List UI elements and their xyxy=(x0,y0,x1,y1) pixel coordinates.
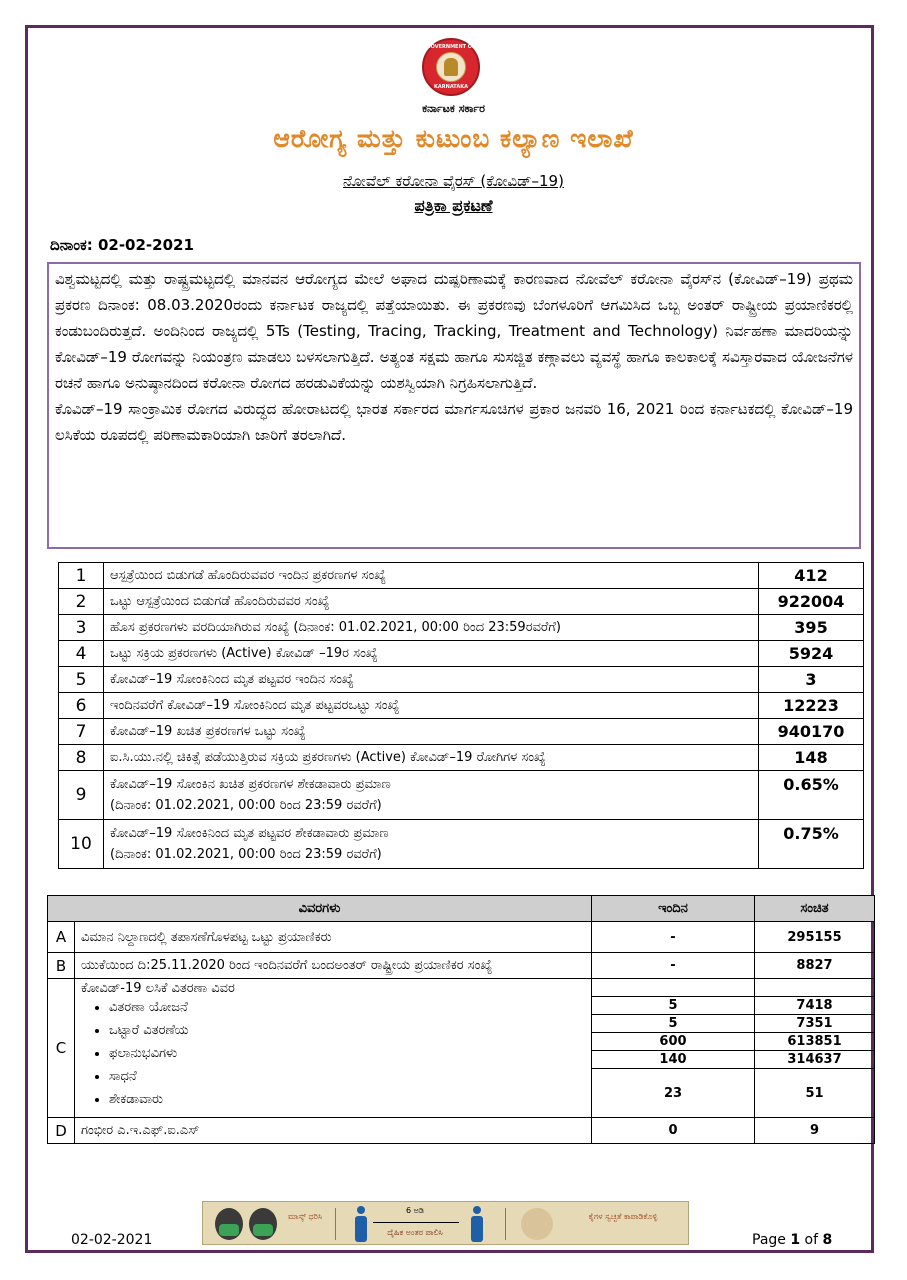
row-label: ವಿಮಾನ ನಿಲ್ದಾಣದಲ್ಲಿ ತಪಾಸಣೆಗೊಳಪಟ್ಟ ಒಟ್ಟು ಪ್ರಯಾಣಿಕರು xyxy=(75,922,592,953)
row-cumulative: 51 xyxy=(755,1069,875,1118)
row-number: 8 xyxy=(59,745,104,771)
lion-crest-icon xyxy=(444,58,458,76)
table-row xyxy=(48,1118,875,1144)
list-item: • ಒಟ್ಟಾರೆ ವಿತರಣೆಯ xyxy=(109,1019,585,1042)
karnataka-emblem-icon xyxy=(422,38,480,96)
row-label: ಇಂದಿನವರೆಗೆ ಕೋವಿಡ್–19 ಸೋಂಕಿನಿಂದ ಮೃತ ಪಟ್ಟವರಒಟ್ಟು ಸಂಖ್ಯೆ xyxy=(104,693,759,719)
table-row xyxy=(59,667,864,693)
row-number: 1 xyxy=(59,563,104,589)
row-value: 5924 xyxy=(759,641,864,667)
table-row xyxy=(48,979,875,997)
person-icon xyxy=(471,1206,483,1242)
row-label: ಐ.ಸಿ.ಯು.ನಲ್ಲಿ ಚಿಕಿತ್ಸೆ ಪಡೆಯುತ್ತಿರುವ ಸಕ್ರಿಯ ಪ್ರಕರಣಗಳು (Active) ಕೋವಿಡ್–19 ರೋಗಿಗಳ ಸಂಖ್ಯೆ xyxy=(104,745,759,771)
row-value: 412 xyxy=(759,563,864,589)
row-cumulative: 7418 xyxy=(755,997,875,1015)
row-cumulative: 613851 xyxy=(755,1033,875,1051)
row-label: ಒಟ್ಟು ಸಕ್ರಿಯ ಪ್ರಕರಣಗಳು (Active) ಕೋವಿಡ್ –19ರ ಸಂಖ್ಯೆ xyxy=(104,641,759,667)
table-row xyxy=(59,641,864,667)
row-label: ಆಸ್ಪತ್ರೆಯಿಂದ ಬಿಡುಗಡೆ ಹೊಂದಿರುವವರ ಇಂದಿನ ಪ್ರಕರಣಗಳ ಸಂಖ್ಯೆ xyxy=(104,563,759,589)
row-label-cell xyxy=(104,820,759,869)
row-number: 5 xyxy=(59,667,104,693)
emblem-lettering: GOVERNMENT OF KARNATAKA xyxy=(426,44,476,90)
page-total: 8 xyxy=(822,1232,833,1248)
covid-stats-table xyxy=(58,562,864,869)
row-value: 3 xyxy=(759,667,864,693)
mask-caption: ಮಾಸ್ಕ್ ಧರಿಸಿ xyxy=(287,1212,323,1221)
emblem-center xyxy=(436,52,466,82)
masked-face-icon xyxy=(249,1208,277,1240)
row-value: 940170 xyxy=(759,719,864,745)
details-table xyxy=(47,895,875,1144)
header-particulars: ವಿವರಗಳು xyxy=(48,896,592,922)
row-code: C xyxy=(48,979,75,1118)
row-today: 0 xyxy=(592,1118,755,1144)
page-prefix: Page xyxy=(752,1232,791,1248)
page-of: of xyxy=(800,1232,823,1248)
list-item: • ಶೇಕಡಾವಾರು xyxy=(109,1088,585,1111)
list-item: • ಸಾಧನೆ xyxy=(109,1065,585,1088)
table-row xyxy=(59,693,864,719)
row-cumulative: 8827 xyxy=(755,953,875,979)
row-label: ಕೋವಿಡ್–19 ಸೋಂಕಿನಿಂದ ಮೃತ ಪಟ್ಟವರ ಶೇಕಡಾವಾರು ಪ್ರಮಾಣ xyxy=(110,826,389,841)
row-today: 23 xyxy=(592,1069,755,1118)
header-cumulative: ಸಂಚಿತ xyxy=(755,896,875,922)
details-header-row xyxy=(48,896,875,922)
row-today: 600 xyxy=(592,1033,755,1051)
page-current: 1 xyxy=(790,1232,801,1248)
row-number: 6 xyxy=(59,693,104,719)
date-value: : 02-02-2021 xyxy=(86,236,194,254)
intro-paragraph: ಕೊವಿಡ್–19 ಸಾಂಕ್ರಾಮಿಕ ರೋಗದ ವಿರುದ್ಧದ ಹೋರಾಟದಲ್ಲಿ ಭಾರತ ಸರ್ಕಾರದ ಮಾರ್ಗಸೂಚಿಗಳ ಪ್ರಕಾರ ಜನವರಿ 16, 2021 ರಿಂದ ಕರ್ನಾಟಕದಲ್ಲಿ ಕೋವಿಡ್–19 ಲಸಿಕೆಯ ರೂಪದಲ್ಲಿ ಪರಿಣಾಮಕಾರಿಯಾಗಿ ಜಾರಿಗೆ ತರಲಾಗಿದೆ. xyxy=(55,400,853,444)
row-number: 4 xyxy=(59,641,104,667)
row-sublabel: (ದಿನಾಂಕ: 01.02.2021, 00:00 ರಿಂದ 23:59 ರವರೆಗೆ) xyxy=(110,847,382,862)
row-label: ಯುಕೆಯಿಂದ ದಿ:25.11.2020 ರಿಂದ ಇಂದಿನವರೆಗೆ ಬಂದಅಂತರ್ ರಾಷ್ಟ್ರೀಯ ಪ್ರಯಾಣಿಕರ ಸಂಖ್ಯೆ xyxy=(75,953,592,979)
row-today: - xyxy=(592,953,755,979)
row-cumulative xyxy=(755,979,875,997)
row-code: A xyxy=(48,922,75,953)
hand-wash-caption: ಕೈಗಳ ಸ್ವಚ್ಛತೆ ಕಾಪಾಡಿಕೊಳ್ಳಿ xyxy=(588,1212,658,1221)
table-row xyxy=(48,922,875,953)
distance-caption: 6 ಅಡಿ xyxy=(406,1206,424,1215)
table-row xyxy=(59,771,864,820)
row-value: 395 xyxy=(759,615,864,641)
press-release-title: ಪತ್ರಿಕಾ ಪ್ರಕಟಣೆ xyxy=(414,196,493,215)
vaccine-details-cell xyxy=(75,979,592,1118)
row-value: 0.75% xyxy=(759,820,864,869)
masked-face-icon xyxy=(215,1208,243,1240)
row-value: 922004 xyxy=(759,589,864,615)
header-today: ಇಂದಿನ xyxy=(592,896,755,922)
intro-text-box xyxy=(47,262,861,549)
table-row xyxy=(59,589,864,615)
table-row xyxy=(59,615,864,641)
table-row xyxy=(59,820,864,869)
row-code: B xyxy=(48,953,75,979)
table-row xyxy=(59,563,864,589)
distance-caption-bottom: ದೈಹಿಕ ಅಂತರ ಪಾಲಿಸಿ xyxy=(387,1228,443,1237)
row-label-cell xyxy=(104,771,759,820)
row-cumulative: 7351 xyxy=(755,1015,875,1033)
row-today: 140 xyxy=(592,1051,755,1069)
footer-date: 02-02-2021 xyxy=(71,1232,153,1248)
intro-paragraph: ವಿಶ್ವಮಟ್ಟದಲ್ಲಿ ಮತ್ತು ರಾಷ್ಟ್ರಮಟ್ಟದಲ್ಲಿ ಮಾನವನ ಆರೋಗ್ಯದ ಮೇಲೆ ಅಘಾದ ದುಷ್ಪರಿಣಾಮಕ್ಕೆ ಕಾರಣವಾದ ನೋವೆಲ್ ಕರೋನಾ ವೈರಸ್‌ನ (ಕೋವಿಡ್–19) ಪ್ರಥಮ ಪ್ರಕರಣ ದಿನಾಂಕ: 08.03.2020ರಂದು ಕರ್ನಾಟಕ ರಾಜ್ಯದಲ್ಲಿ ಪತ್ತೆಯಾಯಿತು. ಈ ಪ್ರಕರಣವು ಬೆಂಗಳೂರಿಗೆ ಆಗಮಿಸಿದ ಒಬ್ಬ ಅಂತರ್ ರಾಷ್ಟ್ರೀಯ ಪ್ರಯಾಣಿಕರಲ್ಲಿ ಕಂಡುಬಂದಿರುತ್ತದೆ. ಅಂದಿನಿಂದ ರಾಜ್ಯದಲ್ಲಿ 5Ts (Testing, Tracing, Tracking, Treatment and Technology) ನಿರ್ವಹಣಾ ಮಾದರಿಯನ್ನು ಕೋವಿಡ್–19 ರೋಗವನ್ನು ನಿಯಂತ್ರಣ ಮಾಡಲು ಬಳಸಲಾಗುತ್ತಿದೆ. ಅತ್ಯಂತ ಸಕ್ಷಮ ಹಾಗೂ ಸುಸಜ್ಜಿತ ಕಣ್ಗಾವಲು ವ್ಯವಸ್ಥೆ ಹಾಗೂ ಕಾಲಕಾಲಕ್ಕೆ ಸವಿಸ್ತಾರವಾದ ಯೋಜನೆಗಳ ರಚನೆ ಹಾಗೂ ಅನುಷ್ಠಾನದಿಂದ ಕರೋನಾ ರೋಗದ ಹರಡುವಿಕೆಯನ್ನು ಯಶಸ್ವಿಯಾಗಿ ನಿಗ್ರಹಿಸಲಾಗುತ್ತಿದೆ. xyxy=(55,270,853,392)
row-value: 148 xyxy=(759,745,864,771)
government-label: ಕರ್ನಾಟಕ ಸರ್ಕಾರ xyxy=(422,102,485,115)
row-number: 10 xyxy=(59,820,104,869)
vaccine-item-list xyxy=(81,996,585,1111)
row-code: D xyxy=(48,1118,75,1144)
hand-wash-icon xyxy=(521,1208,553,1240)
row-today: 5 xyxy=(592,1015,755,1033)
table-row xyxy=(48,953,875,979)
row-label: ಕೋವಿಡ್–19 ಸೋಂಕಿನಿಂದ ಮೃತ ಪಟ್ಟವರ ಇಂದಿನ ಸಂಖ್ಯೆ xyxy=(104,667,759,693)
row-today: 5 xyxy=(592,997,755,1015)
table-row xyxy=(59,719,864,745)
row-label: ಕೋವಿಡ್–19 ಖಚಿತ ಪ್ರಕರಣಗಳ ಒಟ್ಟು ಸಂಖ್ಯೆ xyxy=(104,719,759,745)
row-number: 2 xyxy=(59,589,104,615)
release-date xyxy=(50,236,194,254)
row-today xyxy=(592,979,755,997)
document-subtitle: ನೋವೆಲ್ ಕರೋನಾ ವೈರಸ್ (ಕೋವಿಡ್–19) xyxy=(343,172,564,190)
row-label: ಗಂಭೀರ ಎ.ಇ.ಎಫ್.ಐ.ಎಸ್ xyxy=(75,1118,592,1144)
row-cumulative: 9 xyxy=(755,1118,875,1144)
list-item: • ವಿತರಣಾ ಯೋಜನೆ xyxy=(109,996,585,1019)
list-item: • ಫಲಾನುಭವಿಗಳು xyxy=(109,1042,585,1065)
divider xyxy=(335,1208,336,1240)
department-title: ಆರೋಗ್ಯ ಮತ್ತು ಕುಟುಂಬ ಕಲ್ಯಾಣ ಇಲಾಖೆ xyxy=(273,124,634,153)
page-number xyxy=(752,1232,832,1248)
row-number: 9 xyxy=(59,771,104,820)
distance-arrow-icon xyxy=(373,1222,459,1223)
divider xyxy=(505,1208,506,1240)
row-label: ಹೊಸ ಪ್ರಕರಣಗಳು ವರದಿಯಾಗಿರುವ ಸಂಖ್ಯೆ (ದಿನಾಂಕ: 01.02.2021, 00:00 ರಿಂದ 23:59ರವರೆಗೆ) xyxy=(104,615,759,641)
row-sublabel: (ದಿನಾಂಕ: 01.02.2021, 00:00 ರಿಂದ 23:59 ರವರೆಗೆ) xyxy=(110,798,382,813)
row-number: 7 xyxy=(59,719,104,745)
table-row xyxy=(59,745,864,771)
vaccine-section-title: ಕೋವಿಡ್-19 ಲಸಿಕೆ ವಿತರಣಾ ವಿವರ xyxy=(81,981,235,996)
row-cumulative: 314637 xyxy=(755,1051,875,1069)
row-cumulative: 295155 xyxy=(755,922,875,953)
row-value: 12223 xyxy=(759,693,864,719)
row-today: - xyxy=(592,922,755,953)
covid-safety-banner xyxy=(202,1201,689,1245)
row-value: 0.65% xyxy=(759,771,864,820)
row-label: ಒಟ್ಟು ಆಸ್ಪತ್ರೆಯಿಂದ ಬಿಡುಗಡೆ ಹೊಂದಿರುವವರ ಸಂಖ್ಯೆ xyxy=(104,589,759,615)
row-number: 3 xyxy=(59,615,104,641)
date-label: ದಿನಾಂಕ xyxy=(50,236,87,254)
row-label: ಕೋವಿಡ್–19 ಸೋಂಕಿನ ಖಚಿತ ಪ್ರಕರಣಗಳ ಶೇಕಡಾವಾರು ಪ್ರಮಾಣ xyxy=(110,777,391,792)
